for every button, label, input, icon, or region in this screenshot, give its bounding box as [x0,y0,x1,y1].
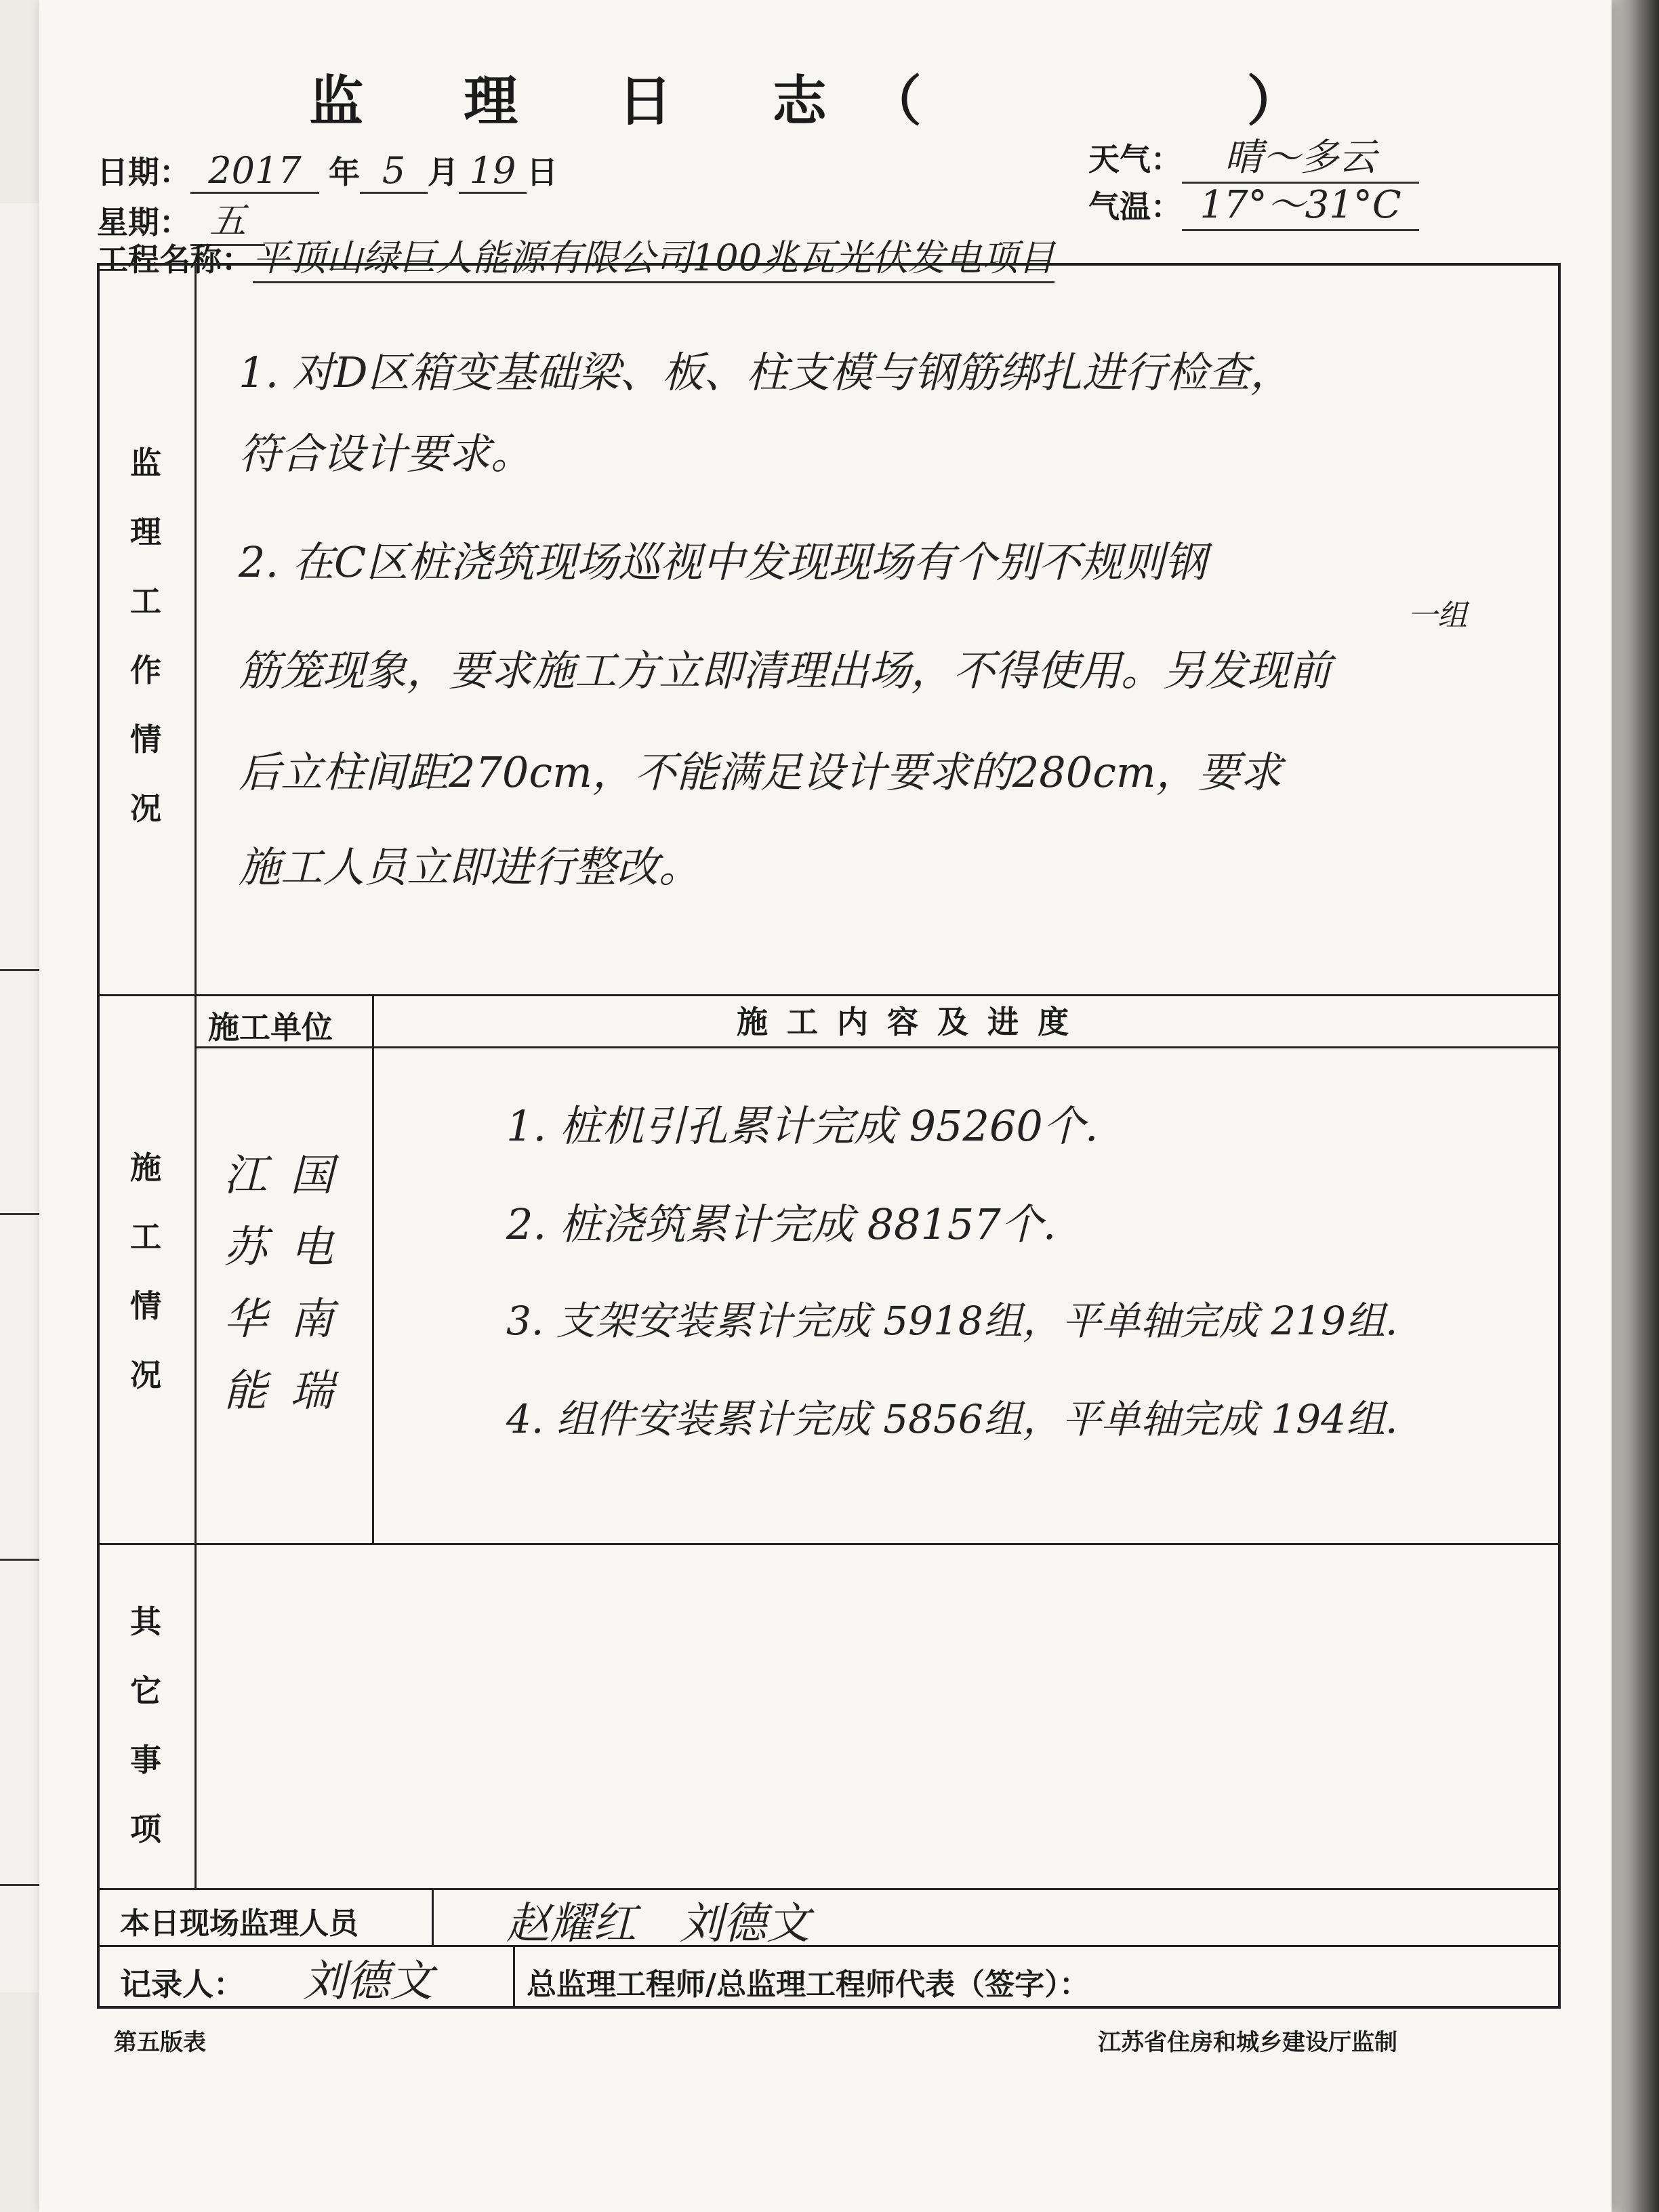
progress-item: 1. 桩机引孔累计完成 95260个. [506,1101,1099,1151]
construction-unit-name: 江 苏 华 能 [224,1151,267,1416]
supervision-line: 施工人员立即进行整改。 [239,842,701,892]
construction-label: 施 工 情 况 [130,1149,161,1393]
pen-and-binding [1612,0,1659,2212]
supervision-line: 筋笼现象，要求施工方立即清理出场，不得使用。另发现前 [239,646,1332,695]
progress-item: 4. 组件安装累计完成 5856组，平单轴完成 194组. [506,1396,1398,1442]
supervision-line: 符合设计要求。 [239,429,533,478]
supervision-label: 监 理 工 作 情 况 [130,445,161,827]
row-divider [100,1543,1558,1545]
staff-label: 本日现场监理人员 [120,1906,359,1941]
month-value: 5 [360,149,428,194]
content-header: 施 工 内 容 及 进 度 [737,1004,1073,1040]
staff-signatures: 赵耀红 刘德文 [506,1899,810,1949]
weather-value: 晴～多云 [1182,127,1419,184]
row-divider [100,994,1558,996]
page-title: 监 理 日 志（ ） [309,70,1342,133]
temperature-row: 气温： 17°～31°C [1088,175,1419,231]
progress-item: 3. 支架安装累计完成 5918组，平单轴完成 219组. [506,1298,1398,1344]
form-version: 第五版表 [114,2029,206,2056]
construction-unit-1 [222,1140,269,1427]
adjacent-page-edge [0,203,41,1992]
construction-unit-name: 国 电 南 瑞 [290,1151,333,1416]
other-matters-label: 其 它 事 项 [130,1603,161,1847]
label-column-divider [194,266,197,1888]
log-form-table [97,263,1561,2009]
recorder-label: 记录人： [120,1966,245,2003]
date-row: 日期： 2017 年 5 月 19 日 [97,148,558,194]
staff-label-divider [432,1888,434,1945]
temperature-value: 17°～31°C [1182,175,1419,231]
day-value: 19 [459,149,527,194]
recorder-signature: 刘德文 [303,1957,433,2007]
supervision-log-sheet [39,0,1612,2212]
unit-header: 施工单位 [208,1009,333,1046]
weekday-row: 星期： 五 [97,192,265,246]
supervision-line: 后立柱间距270cm，不能满足设计要求的280cm，要求 [239,747,1282,797]
chief-engineer-signature-label: 总监理工程师/总监理工程师代表（签字）： [527,1967,1090,2002]
row-divider [100,1888,1558,1890]
handwritten-insertion: 一组 [1408,598,1467,633]
supervision-line: 1. 对D区箱变基础梁、板、柱支模与钢筋绑扎进行检查， [239,348,1292,397]
issuer: 江苏省住房和城乡建设厅监制 [1098,2029,1397,2056]
supervision-line: 2. 在C区桩浇筑现场巡视中发现现场有个别不规则钢 [239,537,1207,587]
unit-column-divider [372,994,374,1543]
construction-unit-2 [288,1140,335,1427]
weather-row: 天气： 晴～多云 [1088,127,1419,184]
project-name: 平顶山绿巨人能源有限公司100兆瓦光伏发电项目 [253,229,1054,283]
year-value: 2017 [190,149,319,194]
weekday-value: 五 [190,192,265,246]
row-divider [194,1046,1558,1048]
project-row: 工程名称：平顶山绿巨人能源有限公司100兆瓦光伏发电项目 [97,229,1054,283]
recorder-divider [513,1945,515,2009]
progress-item: 2. 桩浇筑累计完成 88157个. [506,1200,1057,1249]
